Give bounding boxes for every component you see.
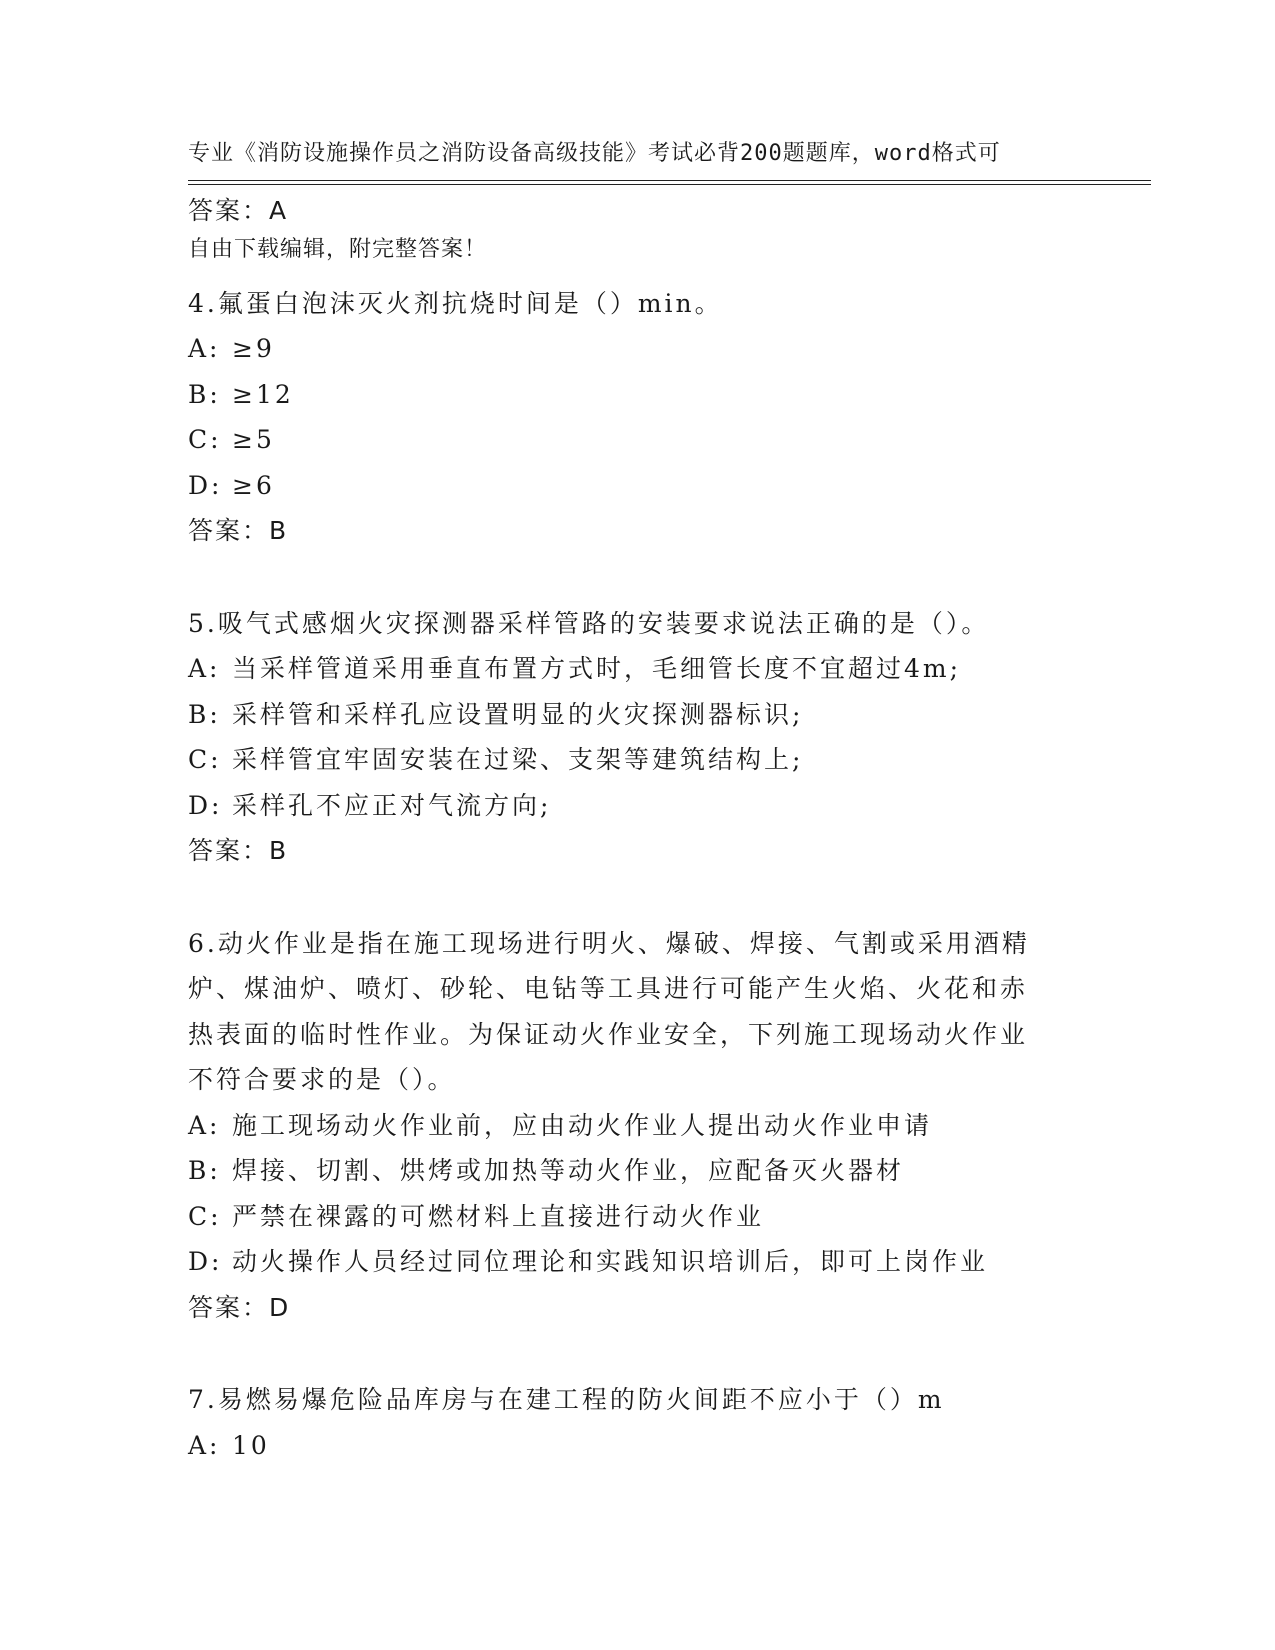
option-text: 采样孔不应正对气流方向; [232,790,552,820]
header-line-1: 专业《消防设施操作员之消防设备高级技能》考试必背200题题库，word格式可 [188,141,1001,166]
question-stem: 炉、煤油炉、喷灯、砂轮、电钻等工具进行可能产生火焰、火花和赤 [188,974,1029,1003]
answer-text: 答案：B [188,516,289,545]
option-text: 动火操作人员经过同位理论和实践知识培训后，即可上岗作业 [232,1247,989,1276]
question-7 [188,1377,1068,1468]
option-text: 焊接、切割、烘烤或加热等动火作业，应配备灭火器材 [232,1156,905,1185]
option-label: C: [188,425,222,454]
question-stem: 7.易燃易爆危险品库房与在建工程的防火间距不应小于（）m [188,1385,945,1414]
option-label: B: [188,699,221,729]
previous-answer-block [188,188,1068,234]
question-4 [188,281,1068,554]
option-label: D: [188,790,223,820]
header-divider-bottom [188,184,1151,185]
option-text: 当采样管道采用垂直布置方式时，毛细管长度不宜超过4m; [232,654,962,683]
question-stem: 5.吸气式感烟火灾探测器采样管路的安装要求说法正确的是（）。 [188,608,990,638]
question-stem: 不符合要求的是（）。 [188,1065,456,1094]
answer-text: 答案：B [188,836,289,865]
option-a [188,1103,1068,1149]
option-d [188,783,1068,829]
option-text: ≥12 [232,379,294,409]
question-list [188,188,1068,1515]
option-text: 采样管和采样孔应设置明显的火灾探测器标识; [232,699,804,729]
option-d [188,463,1068,509]
option-label: B: [188,1156,221,1185]
option-label: A: [188,334,221,363]
question-stem: 6.动火作业是指在施工现场进行明火、爆破、焊接、气割或采用酒精 [188,928,1030,958]
header-line-2: 自由下载编辑，附完整答案！ [188,237,488,262]
option-b [188,1148,1068,1194]
option-label: C: [188,1201,222,1231]
option-text: 10 [232,1430,270,1460]
option-b [188,372,1068,418]
option-text: ≥5 [232,425,275,454]
option-label: A: [188,1110,221,1140]
option-label: A: [188,1430,221,1460]
question-stem: 4.氟蛋白泡沫灭火剂抗烧时间是（）min。 [188,288,723,318]
option-label: C: [188,745,222,774]
header-divider-top [188,180,1151,181]
question-stem: 热表面的临时性作业。为保证动火作业安全，下列施工现场动火作业 [188,1019,1029,1049]
question-6 [188,921,1068,1331]
option-a [188,326,1068,372]
answer-text: 答案：A [188,196,289,225]
option-label: B: [188,379,221,409]
option-label: D: [188,470,223,500]
option-text: 施工现场动火作业前，应由动火作业人提出动火作业申请 [232,1110,933,1140]
option-label: D: [188,1247,223,1276]
option-text: ≥6 [232,470,275,500]
option-c [188,1194,1068,1240]
answer-text: 答案：D [188,1292,291,1322]
option-d [188,1239,1068,1285]
option-text: 采样管宜牢固安装在过梁、支架等建筑结构上; [232,745,804,774]
option-c [188,737,1068,783]
option-a [188,1423,1068,1469]
option-a [188,646,1068,692]
option-text: ≥9 [232,334,275,363]
option-c [188,417,1068,463]
option-label: A: [188,654,221,683]
option-b [188,692,1068,738]
option-text: 严禁在裸露的可燃材料上直接进行动火作业 [232,1201,765,1231]
question-5 [188,601,1068,874]
